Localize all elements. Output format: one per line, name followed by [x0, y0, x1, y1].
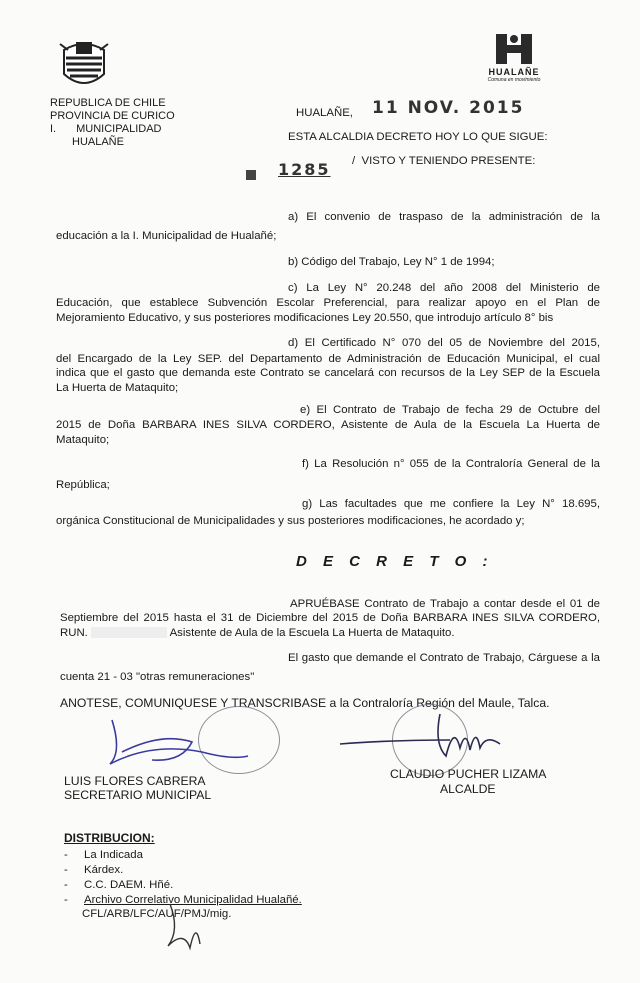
- distribucion-list: [64, 848, 302, 908]
- considerando-d-line3: indica que el gasto que demanda este Contrato se cancelará con recursos de la Ley SEP de la Escuela: [56, 367, 600, 379]
- decree-number: 1285: [278, 160, 331, 179]
- resuelvo-1-line3: RUN. Asistente de Aula de la Escuela La Huerta de Mataquito.: [60, 627, 455, 639]
- decreto-title: D E C R E T O :: [296, 553, 494, 570]
- initials-signature-icon: [160, 900, 210, 952]
- hualane-logo-subtext: Comuna en movimiento: [487, 77, 541, 83]
- considerando-f-line1: f) La Resolución n° 055 de la Contraloría General de la: [302, 458, 600, 470]
- anotese-line: ANOTESE, COMUNIQUESE Y TRANSCRIBASE a la Contraloría Región del Maule, Talca.: [60, 696, 550, 710]
- resuelvo-2-line2: cuenta 21 - 03 "otras remuneraciones": [60, 671, 255, 683]
- header-left-block: [50, 97, 175, 149]
- hualane-logo-text: HUALAÑE: [488, 67, 540, 77]
- considerando-d-line4: La Huerta de Mataquito;: [56, 382, 179, 394]
- resuelvo-2-line1: El gasto que demande el Contrato de Trabajo, Cárguese a la: [288, 652, 600, 664]
- distribucion-initials: CFL/ARB/LFC/AUF/PMJ/mig.: [82, 908, 232, 920]
- considerando-c-line3: Mejoramiento Educativo, y sus posteriores modificaciones Ley 20.550, que introdujo artículo 8° bis: [56, 312, 554, 324]
- alcaldia-line: ESTA ALCALDIA DECRETO HOY LO QUE SIGUE:: [288, 131, 548, 143]
- considerando-a-line1: a) El convenio de traspaso de la administración de la: [288, 211, 600, 223]
- list-item: - Kárdex.: [64, 864, 124, 876]
- considerando-e-line2: 2015 de Doña BARBARA INES SILVA CORDERO, Asistente de Aula de la Escuela La Huerta de: [56, 419, 600, 431]
- resuelvo-1-line2: Septiembre del 2015 hasta el 31 de Diciembre del 2015 de Doña BARBARA INES SILVA CORDERO,: [60, 612, 600, 624]
- republic-line: REPUBLICA DE CHILE: [50, 97, 166, 109]
- hualane-line: HUALAÑE: [72, 136, 124, 148]
- considerando-e-line1: e) El Contrato de Trabajo de fecha 29 de Octubre del: [300, 404, 600, 416]
- considerando-g-line1: g) Las facultades que me confiere la Ley N° 18.695,: [302, 498, 600, 510]
- list-item: - Archivo Correlativo Municipalidad Hualañé.: [64, 894, 302, 906]
- city-label: HUALAÑE,: [296, 107, 353, 119]
- secretary-title: SECRETARIO MUNICIPAL: [64, 788, 212, 802]
- mayor-title: ALCALDE: [440, 782, 496, 796]
- considerando-f-line2: República;: [56, 479, 110, 491]
- province-line: PROVINCIA DE CURICO: [50, 110, 175, 122]
- municipal-crest-logo: [58, 36, 110, 92]
- secretary-signature-icon: [92, 712, 262, 774]
- mayor-name: CLAUDIO PUCHER LIZAMA: [390, 767, 547, 781]
- distribucion-title: DISTRIBUCION:: [64, 831, 155, 845]
- list-item: - La Indicada: [64, 849, 143, 861]
- visto-line: / VISTO Y TENIENDO PRESENTE:: [352, 155, 536, 167]
- hualane-logo: [484, 32, 544, 92]
- considerando-d-line1: d) El Certificado N° 070 del 05 de Noviembre del 2015,: [288, 337, 600, 349]
- considerando-a-line2: educación a la I. Municipalidad de Hualañé;: [56, 230, 277, 242]
- resuelvo-1-line1: APRUÉBASE Contrato de Trabajo a contar desde el 01 de: [290, 598, 600, 610]
- list-item: - C.C. DAEM. Hñé.: [64, 879, 174, 891]
- redacted-run: [91, 627, 167, 638]
- date-stamp: 11 NOV. 2015: [372, 98, 525, 118]
- mayor-signature-icon: [330, 704, 530, 774]
- hualane-h-icon: [492, 32, 536, 66]
- stamp-mark-icon: [246, 170, 256, 180]
- considerando-b: b) Código del Trabajo, Ley N° 1 de 1994;: [288, 256, 495, 268]
- considerando-c-line2: Educación, que establece Subvención Escolar Preferencial, para realizar apoyo en el Plan de: [56, 297, 600, 309]
- considerando-g-line2: orgánica Constitucional de Municipalidades y sus posteriores modificaciones, he acordado y;: [56, 515, 525, 527]
- considerando-c-line1: c) La Ley N° 20.248 del año 2008 del Ministerio de: [288, 282, 600, 294]
- secretary-name: LUIS FLORES CABRERA: [64, 774, 206, 788]
- municipality-line: I. MUNICIPALIDAD: [50, 123, 162, 135]
- considerando-d-line2: del Encargado de la Ley SEP. del Departamento de Administración de Educación Municipal, el cual: [56, 353, 600, 365]
- considerando-e-line3: Mataquito;: [56, 434, 110, 446]
